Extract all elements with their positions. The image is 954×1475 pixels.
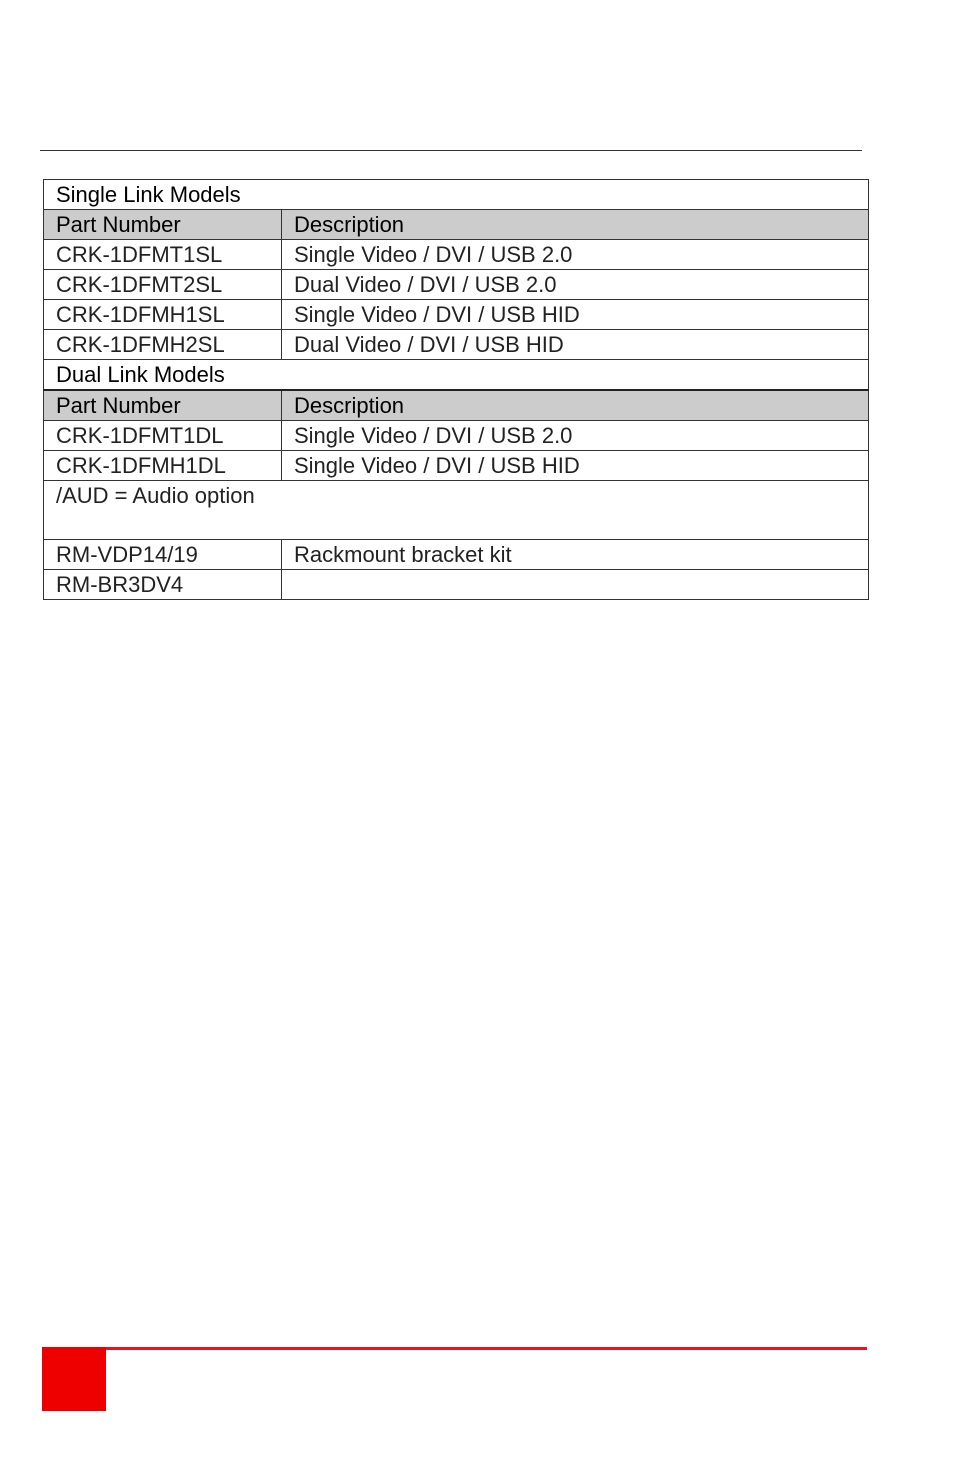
table-row [44, 570, 869, 600]
section-row-single-link [44, 180, 869, 210]
table-header-row [44, 390, 869, 421]
footer-rule [42, 1347, 867, 1350]
section-title-single-link: Single Link Models [44, 180, 869, 210]
description-cell [282, 570, 869, 600]
section-title-dual-link: Dual Link Models [44, 360, 869, 391]
table-row [44, 240, 869, 270]
part-number-cell: CRK-1DFMT1DL [44, 421, 282, 451]
table-row [44, 451, 869, 481]
part-number-cell: CRK-1DFMH2SL [44, 330, 282, 360]
description-cell: Rackmount bracket kit [282, 540, 869, 570]
column-header-part-number: Part Number [44, 390, 282, 421]
part-number-cell: CRK-1DFMH1SL [44, 300, 282, 330]
note-row [44, 481, 869, 540]
part-number-cell: CRK-1DFMT1SL [44, 240, 282, 270]
page-number-tab [42, 1347, 106, 1411]
top-rule [40, 150, 862, 151]
table-row [44, 300, 869, 330]
description-cell: Single Video / DVI / USB 2.0 [282, 240, 869, 270]
models-table [43, 179, 869, 600]
part-number-cell: CRK-1DFMT2SL [44, 270, 282, 300]
description-cell: Single Video / DVI / USB 2.0 [282, 421, 869, 451]
description-cell: Single Video / DVI / USB HID [282, 300, 869, 330]
part-number-cell: RM-VDP14/19 [44, 540, 282, 570]
section-row-dual-link [44, 360, 869, 391]
table-row [44, 421, 869, 451]
column-header-description: Description [282, 390, 869, 421]
table-row [44, 540, 869, 570]
description-cell: Dual Video / DVI / USB 2.0 [282, 270, 869, 300]
description-cell: Single Video / DVI / USB HID [282, 451, 869, 481]
table-header-row [44, 210, 869, 240]
table-row [44, 330, 869, 360]
column-header-description: Description [282, 210, 869, 240]
description-cell: Dual Video / DVI / USB HID [282, 330, 869, 360]
table-row [44, 270, 869, 300]
part-number-cell: CRK-1DFMH1DL [44, 451, 282, 481]
column-header-part-number: Part Number [44, 210, 282, 240]
part-number-cell: RM-BR3DV4 [44, 570, 282, 600]
audio-option-note: /AUD = Audio option [44, 481, 869, 540]
